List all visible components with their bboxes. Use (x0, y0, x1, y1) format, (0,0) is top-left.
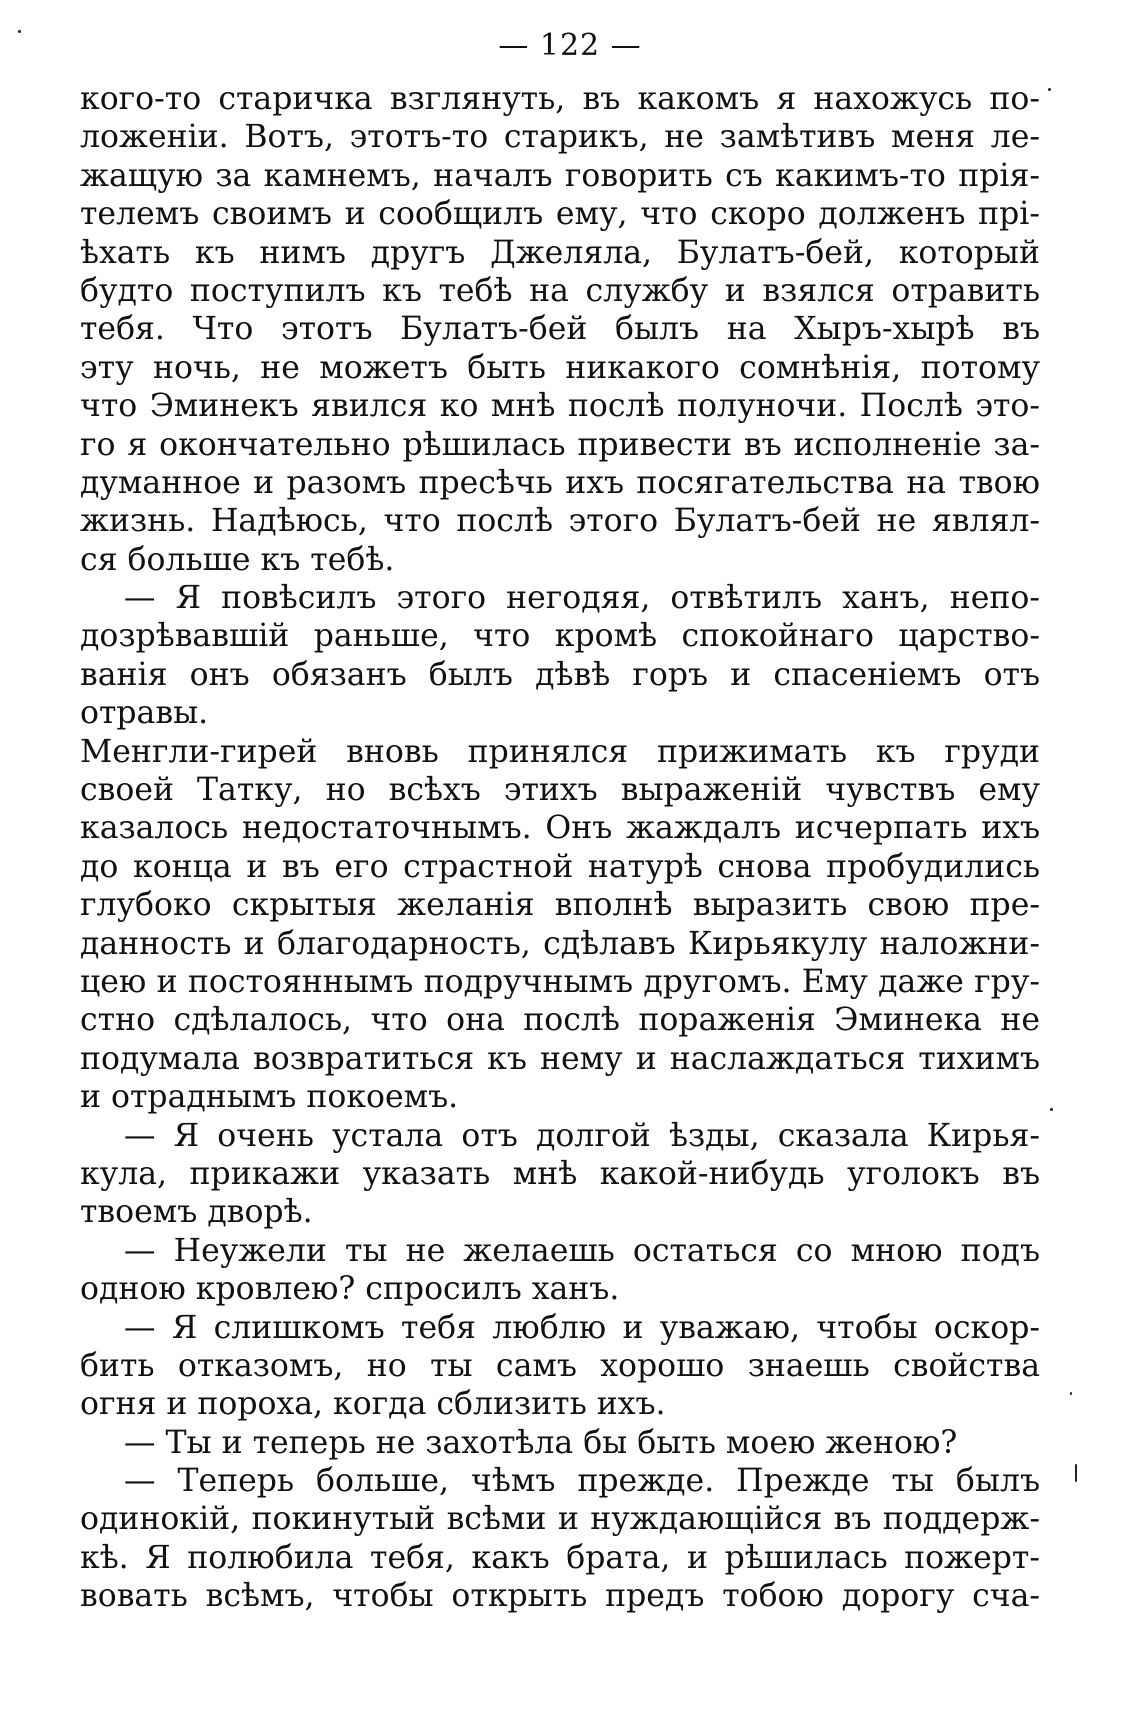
text-line: — Теперь больше, чѣмъ прежде. Прежде ты былъ (124, 1463, 1040, 1500)
text-line: Менгли-гирей вновь принялся прижимать къ груди (80, 733, 1040, 770)
text-line: эту ночь, не можетъ быть никакого сомнѣнiя, потому (80, 349, 1040, 386)
text-line: что Эминекъ явился ко мнѣ послѣ полуночи. Послѣ это- (80, 388, 1040, 425)
text-line: жащую за камнемъ, началъ говорить съ какимъ-то прiя- (80, 157, 1040, 194)
text-line: своей Татку, но всѣхъ этихъ выраженiй чувствъ ему (80, 772, 1040, 809)
text-line: дозрѣвавшiй раньше, что кромѣ спокойнаго царство- (80, 618, 1040, 655)
scan-speck (1075, 1464, 1077, 1482)
text-line: кѣ. Я полюбила тебя, какъ брата, и рѣшилась пожерт- (80, 1539, 1040, 1576)
text-line: кого-то старичка взглянуть, въ какомъ я нахожусь по- (80, 81, 1040, 117)
text-line: — Я повѣсилъ этого негодяя, отвѣтилъ ханъ, непо- (124, 580, 1040, 617)
text-line: го я окончательно рѣшилась привести въ исполненiе за- (80, 426, 1040, 463)
text-line: будто поступилъ къ тебѣ на службу и взялся отравить (80, 272, 1040, 309)
text-line: ложенiи. Вотъ, этотъ-то старикъ, не замѣтивъ меня ле- (80, 119, 1040, 156)
text-line: ѣхать къ нимъ другъ Джеляла, Булатъ-бей, который (80, 234, 1040, 271)
text-line: — Ты и теперь не захотѣла бы быть моею женою? (124, 1424, 958, 1461)
text-line: одинокiй, покинутый всѣми и нуждающiйся въ поддерж- (80, 1501, 1040, 1538)
text-line: казалось недостаточнымъ. Онъ жаждалъ исчерпать ихъ (80, 810, 1040, 847)
text-line: ся больше къ тебѣ. (80, 541, 395, 578)
text-line: отравы. (80, 695, 209, 732)
text-line: тебя. Что этотъ Булатъ-бей былъ на Хыръ-хырѣ въ (80, 311, 1040, 348)
text-line: ванiя онъ обязанъ былъ дѣвѣ горъ и спасенiемъ отъ (80, 656, 1040, 693)
text-line: глубоко скрытыя желанiя вполнѣ выразить свою пре- (80, 887, 1040, 924)
text-line: телемъ своимъ и сообщилъ ему, что скоро долженъ прi- (80, 196, 1040, 233)
body-text (80, 80, 1040, 1616)
text-line: кула, прикажи указать мнѣ какой-нибудь уголокъ въ (80, 1155, 1040, 1192)
text-line: бить отказомъ, но ты самъ хорошо знаешь свойства (80, 1347, 1040, 1384)
text-line: жизнь. Надѣюсь, что послѣ этого Булатъ-бей не являл- (80, 503, 1040, 540)
scan-speck (1050, 1108, 1053, 1111)
page-number: — 122 — (498, 28, 642, 63)
text-line: стно сдѣлалось, что она послѣ пораженiя Эминека не (80, 1002, 1040, 1039)
text-line: думанное и разомъ пресѣчь ихъ посягательства на твою (80, 464, 1040, 501)
text-line: цею и постояннымъ подручнымъ другомъ. Ему даже гру- (80, 963, 1040, 1000)
text-line: одною кровлею? спросилъ ханъ. (80, 1271, 620, 1308)
scan-speck (1070, 1392, 1072, 1395)
text-line: данность и благодарность, сдѣлавъ Кирьякулу наложни- (80, 925, 1040, 962)
text-line: огня и пороха, когда сблизить ихъ. (80, 1386, 666, 1423)
text-line: — Неужели ты не желаешь остаться со мною подъ (124, 1232, 1040, 1269)
text-line: и отраднымъ покоемъ. (80, 1079, 459, 1116)
text-line: — Я очень устала отъ долгой ѣзды, сказала Кирья- (124, 1117, 1040, 1154)
text-line: подумала возвратиться къ нему и наслаждаться тихимъ (80, 1040, 1040, 1077)
text-line: вовать всѣмъ, чтобы открыть предъ тобою дорогу сча- (80, 1578, 1040, 1615)
scan-speck (1048, 88, 1051, 91)
text-line: — Я слишкомъ тебя люблю и уважаю, чтобы оскор- (124, 1309, 1040, 1346)
scan-speck (18, 30, 21, 33)
text-line: до конца и въ его страстной натурѣ снова пробудились (80, 848, 1040, 885)
text-line: твоемъ дворѣ. (80, 1194, 313, 1231)
